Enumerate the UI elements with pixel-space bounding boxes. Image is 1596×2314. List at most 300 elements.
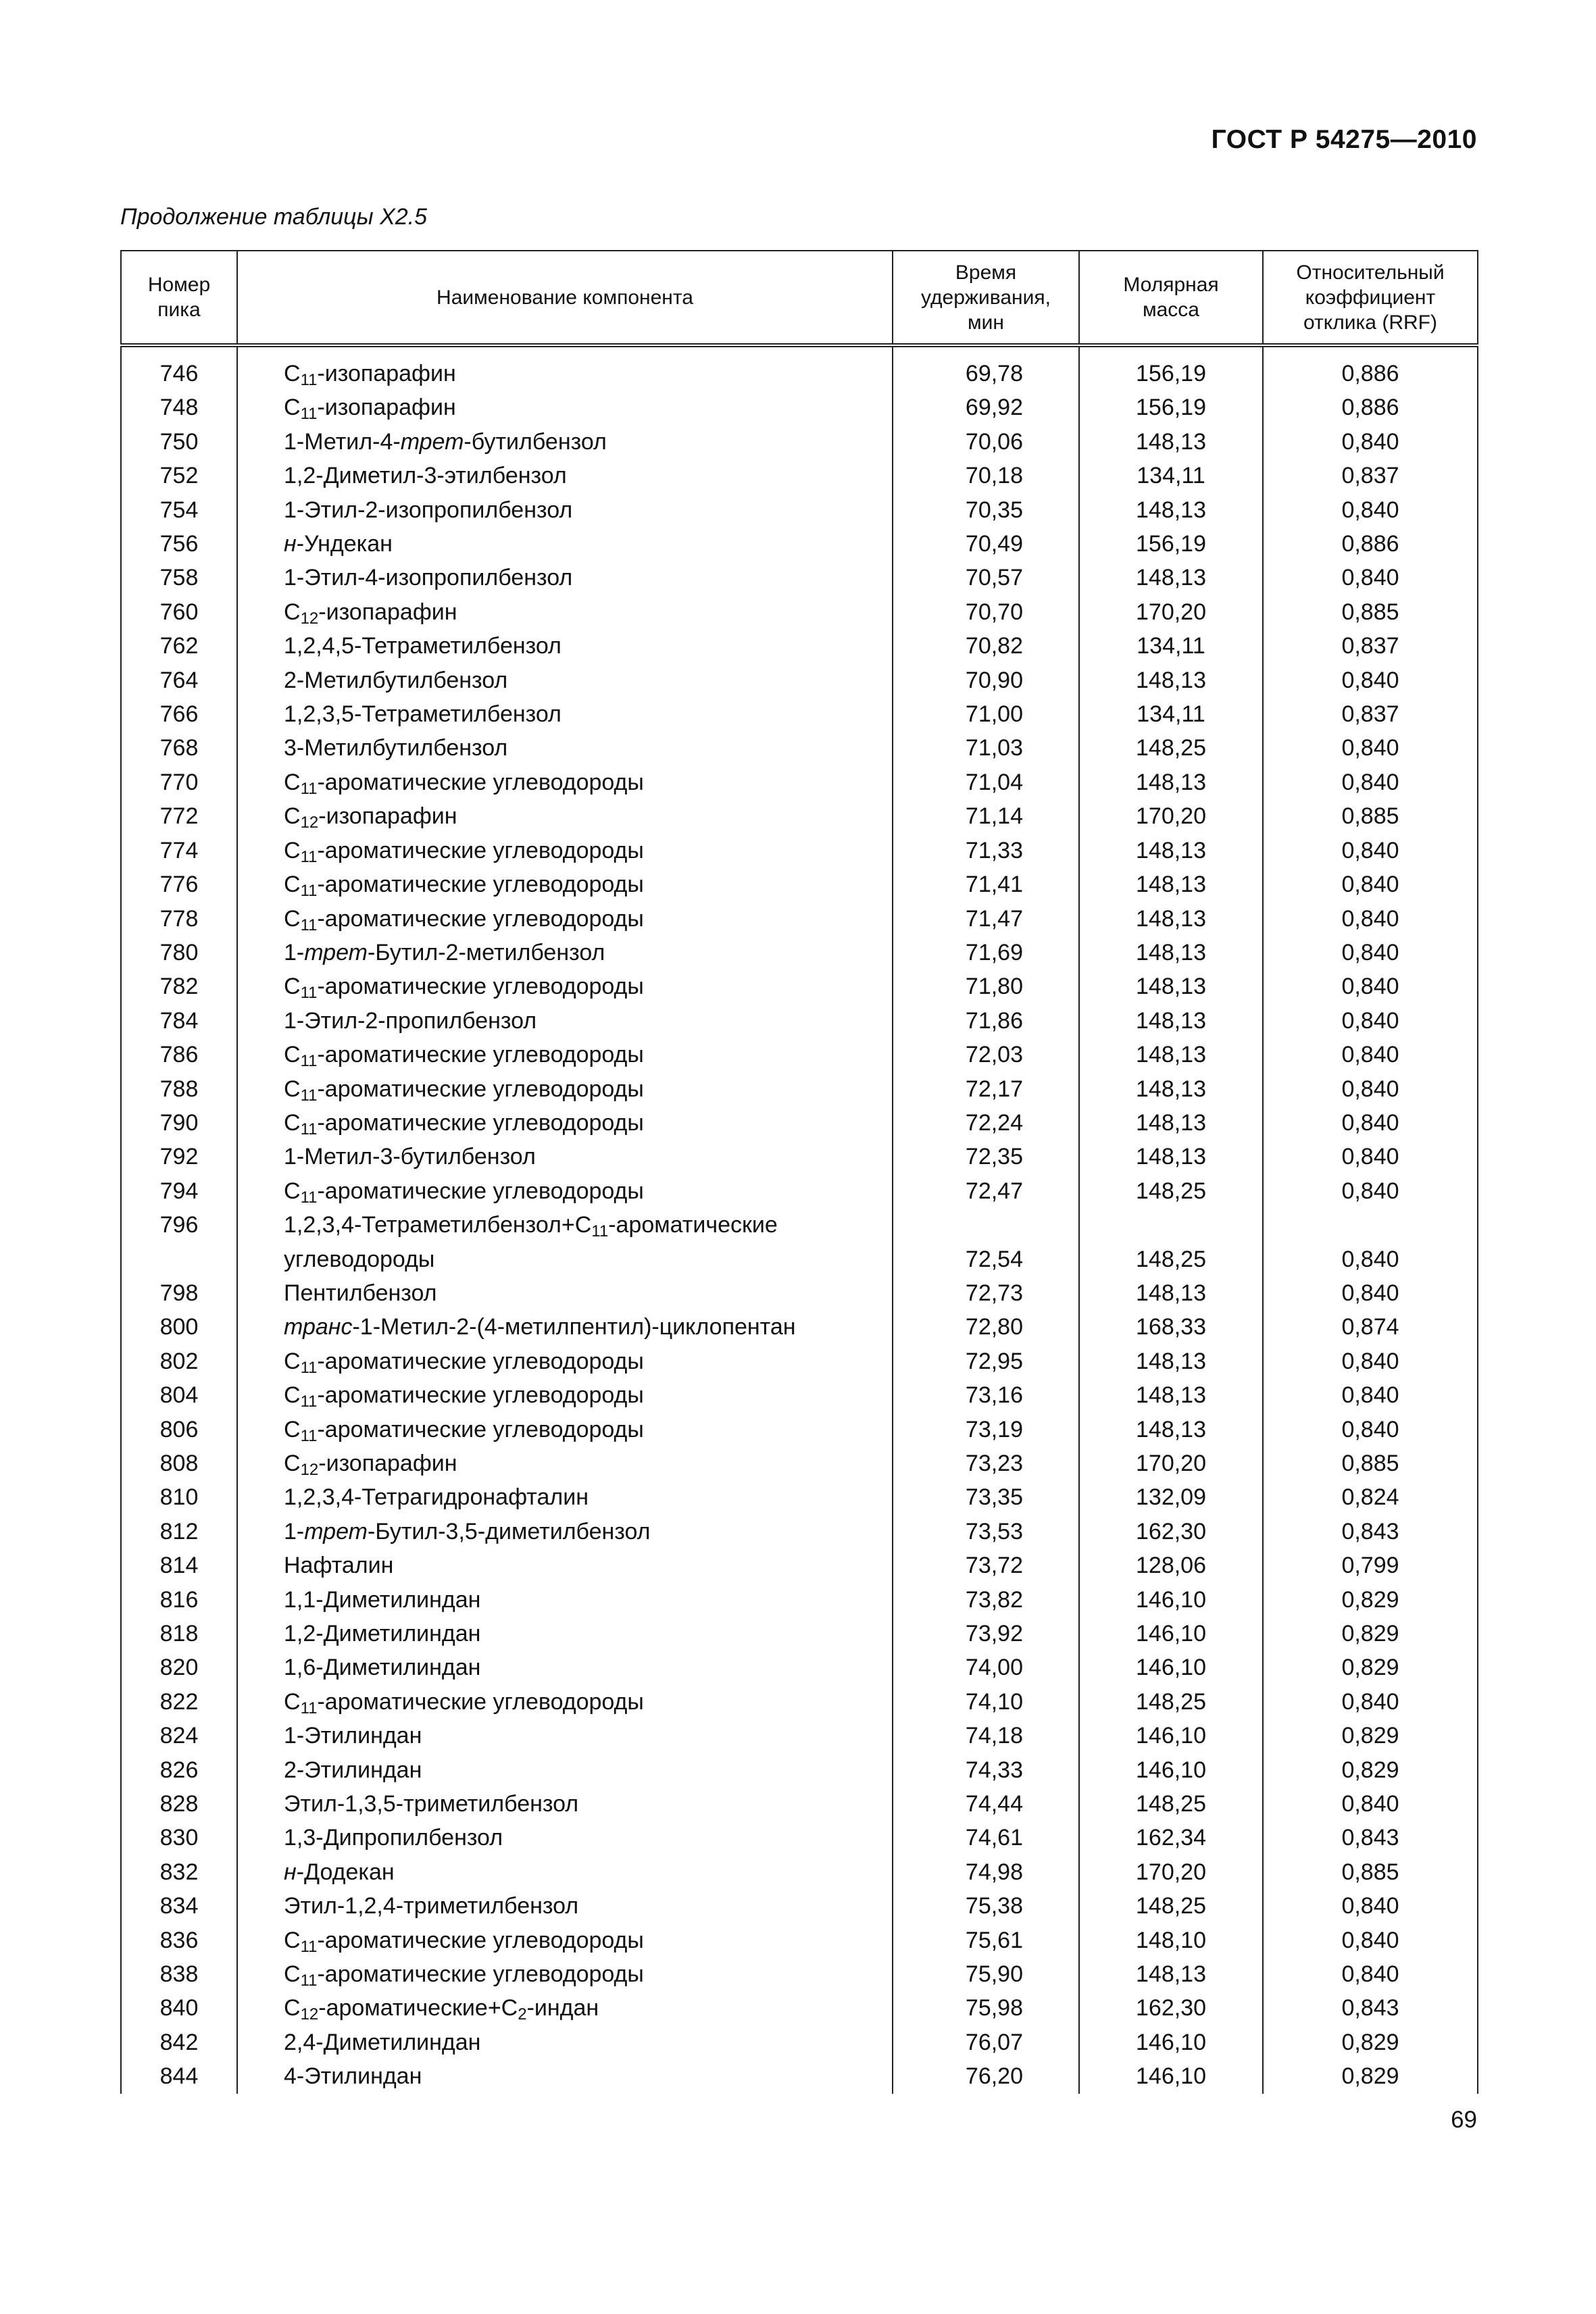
rrf-cell: 0,885 (1263, 799, 1478, 833)
peak-number-cell: 836 (121, 1923, 237, 1957)
rrf-cell: 0,840 (1263, 1685, 1478, 1719)
column-header-line: Наименование компонента (437, 286, 693, 309)
molar-mass-cell: 156,19 (1079, 345, 1263, 391)
peak-number-cell: 832 (121, 1855, 237, 1889)
molar-mass-cell: 146,10 (1079, 1651, 1263, 1684)
retention-time-cell: 75,98 (893, 1991, 1079, 2025)
component-name-cell: $C_{11}$-ароматические углеводороды (237, 1685, 893, 1719)
molar-mass-cell: 148,10 (1079, 1923, 1263, 1957)
rrf-cell: 0,840 (1263, 902, 1478, 936)
rrf-cell: 0,840 (1263, 1140, 1478, 1174)
table-row (121, 493, 1478, 527)
component-name-cell: 1-трет-Бутил-3,5-диметилбензол (237, 1515, 893, 1549)
table-body (121, 345, 1478, 2094)
retention-time-cell: 70,35 (893, 493, 1079, 527)
retention-time-cell: 74,98 (893, 1855, 1079, 1889)
component-name-cell: 1,2-Диметилиндан (237, 1617, 893, 1651)
rrf-cell: 0,829 (1263, 1719, 1478, 1753)
rrf-cell: 0,840 (1263, 1072, 1478, 1106)
retention-time-cell: 74,00 (893, 1651, 1079, 1684)
column-header-molar-mass (1079, 251, 1263, 345)
molar-mass-cell: 148,13 (1079, 561, 1263, 595)
table-row (121, 561, 1478, 595)
peak-number-cell: 806 (121, 1413, 237, 1447)
table-row (121, 936, 1478, 970)
peak-number-cell: 750 (121, 425, 237, 459)
molar-mass-cell: 148,13 (1079, 1378, 1263, 1412)
retention-time-cell: 74,10 (893, 1685, 1079, 1719)
rrf-cell: 0,840 (1263, 731, 1478, 765)
component-name-cell: н-Ундекан (237, 527, 893, 561)
retention-time-cell: 71,69 (893, 936, 1079, 970)
peak-number-cell: 764 (121, 663, 237, 697)
retention-time-cell: 69,92 (893, 391, 1079, 424)
component-name-cell: 1-Этил-4-изопропилбензол (237, 561, 893, 595)
rrf-cell: 0,843 (1263, 1515, 1478, 1549)
rrf-cell: 0,837 (1263, 629, 1478, 663)
rrf-cell: 0,886 (1263, 527, 1478, 561)
rrf-cell: 0,843 (1263, 1991, 1478, 2025)
component-name-cell: 1,2,4,5-Тетраметилбензол (237, 629, 893, 663)
rrf-cell: 0,840 (1263, 1174, 1478, 1208)
rrf-cell: 0,824 (1263, 1480, 1478, 1514)
peak-number-cell: 782 (121, 970, 237, 1003)
molar-mass-cell: 148,25 (1079, 731, 1263, 765)
component-name-cell: $C_{11}$-ароматические углеводороды (237, 834, 893, 867)
table-row (121, 595, 1478, 629)
peak-number-cell: 798 (121, 1276, 237, 1310)
peak-number-cell: 818 (121, 1617, 237, 1651)
peak-number-cell: 810 (121, 1480, 237, 1514)
component-name-cell: $C_{12}$-изопарафин (237, 799, 893, 833)
retention-time-cell: 73,19 (893, 1413, 1079, 1447)
peak-number-cell: 840 (121, 1991, 237, 2025)
table-row (121, 970, 1478, 1003)
molar-mass-cell: 146,10 (1079, 2026, 1263, 2059)
rrf-cell: 0,837 (1263, 697, 1478, 731)
component-name-cell: $C_{12}$-изопарафин (237, 1447, 893, 1480)
peak-number-cell: 770 (121, 765, 237, 799)
molar-mass-cell: 148,13 (1079, 425, 1263, 459)
peak-number-cell: 776 (121, 867, 237, 901)
peak-number-cell: 756 (121, 527, 237, 561)
component-name-cell: 1-Этил-2-изопропилбензол (237, 493, 893, 527)
molar-mass-cell: 148,25 (1079, 1889, 1263, 1923)
table-row (121, 629, 1478, 663)
table-row (121, 1719, 1478, 1753)
peak-number-cell: 748 (121, 391, 237, 424)
retention-time-cell: 71,47 (893, 902, 1079, 936)
component-name-cell: $C_{11}$-ароматические углеводороды (237, 1923, 893, 1957)
rrf-cell: 0,840 (1263, 970, 1478, 1003)
component-name-cell: $C_{11}$-ароматические углеводороды (237, 867, 893, 901)
retention-time-cell: 72,03 (893, 1038, 1079, 1072)
component-name-cell: Этил-1,2,4-триметилбензол (237, 1889, 893, 1923)
rrf-cell: 0,837 (1263, 459, 1478, 493)
rrf-cell: 0,840 (1263, 1413, 1478, 1447)
component-name-cell: 4-Этилиндан (237, 2059, 893, 2093)
table-row (121, 1208, 1478, 1276)
components-table (120, 250, 1477, 2094)
rrf-cell: 0,840 (1263, 834, 1478, 867)
molar-mass-cell: 148,13 (1079, 1276, 1263, 1310)
molar-mass-cell: 170,20 (1079, 799, 1263, 833)
table-row (121, 799, 1478, 833)
table-row (121, 1310, 1478, 1344)
rrf-cell: 0,840 (1263, 765, 1478, 799)
retention-time-cell: 73,53 (893, 1515, 1079, 1549)
peak-number-cell: 794 (121, 1174, 237, 1208)
table-row (121, 459, 1478, 493)
molar-mass-cell: 148,25 (1079, 1208, 1263, 1276)
table-row (121, 1344, 1478, 1378)
table-row (121, 1991, 1478, 2025)
retention-time-cell: 74,61 (893, 1821, 1079, 1855)
page-number: 69 (1451, 2107, 1477, 2133)
table-row (121, 1276, 1478, 1310)
rrf-cell: 0,840 (1263, 1276, 1478, 1310)
table-row (121, 765, 1478, 799)
component-name-cell: Этил-1,3,5-триметилбензол (237, 1787, 893, 1821)
table-row (121, 1140, 1478, 1174)
retention-time-cell: 71,41 (893, 867, 1079, 901)
peak-number-cell: 828 (121, 1787, 237, 1821)
retention-time-cell: 75,90 (893, 1957, 1079, 1991)
column-header-line: Молярная (1123, 274, 1219, 296)
rrf-cell: 0,840 (1263, 561, 1478, 595)
table-row (121, 2026, 1478, 2059)
retention-time-cell: 76,20 (893, 2059, 1079, 2093)
rrf-cell: 0,885 (1263, 1447, 1478, 1480)
retention-time-cell: 71,80 (893, 970, 1079, 1003)
molar-mass-cell: 148,13 (1079, 765, 1263, 799)
rrf-cell: 0,840 (1263, 867, 1478, 901)
table-row (121, 1787, 1478, 1821)
table-row (121, 1855, 1478, 1889)
component-name-cell: 1,2,3,4-Тетрагидронафталин (237, 1480, 893, 1514)
molar-mass-cell: 146,10 (1079, 1583, 1263, 1617)
component-name-cell: $C_{11}$-ароматические углеводороды (237, 902, 893, 936)
rrf-cell: 0,829 (1263, 1583, 1478, 1617)
molar-mass-cell: 148,25 (1079, 1174, 1263, 1208)
peak-number-cell: 786 (121, 1038, 237, 1072)
column-header-line: отклика (RRF) (1303, 311, 1437, 334)
molar-mass-cell: 148,13 (1079, 1038, 1263, 1072)
rrf-cell: 0,840 (1263, 1787, 1478, 1821)
retention-time-cell: 71,33 (893, 834, 1079, 867)
retention-time-cell: 72,17 (893, 1072, 1079, 1106)
retention-time-cell: 73,16 (893, 1378, 1079, 1412)
component-name-cell: $C_{11}$-ароматические углеводороды (237, 1957, 893, 1991)
table-row (121, 391, 1478, 424)
peak-number-cell: 746 (121, 345, 237, 391)
component-name-cell: 2-Этилиндан (237, 1753, 893, 1787)
table-row (121, 1004, 1478, 1038)
molar-mass-cell: 148,25 (1079, 1787, 1263, 1821)
retention-time-cell: 70,57 (893, 561, 1079, 595)
molar-mass-cell: 148,13 (1079, 1106, 1263, 1140)
molar-mass-cell: 146,10 (1079, 1617, 1263, 1651)
column-header-line: Номер (147, 274, 211, 296)
retention-time-cell: 72,73 (893, 1276, 1079, 1310)
component-name-cell: 1-Этил-2-пропилбензол (237, 1004, 893, 1038)
rrf-cell: 0,874 (1263, 1310, 1478, 1344)
retention-time-cell: 76,07 (893, 2026, 1079, 2059)
retention-time-cell: 71,03 (893, 731, 1079, 765)
table-row (121, 834, 1478, 867)
table-row (121, 1515, 1478, 1549)
rrf-cell: 0,840 (1263, 1889, 1478, 1923)
molar-mass-cell: 148,13 (1079, 970, 1263, 1003)
rrf-cell: 0,840 (1263, 1344, 1478, 1378)
peak-number-cell: 802 (121, 1344, 237, 1378)
component-name-cell: $C_{11}$-ароматические углеводороды (237, 1072, 893, 1106)
component-name-cell: 1,1-Диметилиндан (237, 1583, 893, 1617)
component-name-cell: $C_{11}$-изопарафин (237, 391, 893, 424)
molar-mass-cell: 162,30 (1079, 1991, 1263, 2025)
peak-number-cell: 830 (121, 1821, 237, 1855)
retention-time-cell: 72,24 (893, 1106, 1079, 1140)
table-row (121, 425, 1478, 459)
rrf-cell: 0,886 (1263, 391, 1478, 424)
retention-time-cell: 72,47 (893, 1174, 1079, 1208)
table-row (121, 1447, 1478, 1480)
peak-number-cell: 778 (121, 902, 237, 936)
component-name-cell: $C_{12}-ароматические+C_2$-индан (237, 1991, 893, 2025)
component-name-cell: 2-Метилбутилбензол (237, 663, 893, 697)
molar-mass-cell: 162,30 (1079, 1515, 1263, 1549)
table-row (121, 1821, 1478, 1855)
retention-time-cell: 70,18 (893, 459, 1079, 493)
column-header-component-name (237, 251, 893, 345)
molar-mass-cell: 148,13 (1079, 493, 1263, 527)
molar-mass-cell: 148,13 (1079, 936, 1263, 970)
column-header-line: пика (157, 299, 201, 321)
component-name-cell: 1,6-Диметилиндан (237, 1651, 893, 1684)
peak-number-cell: 822 (121, 1685, 237, 1719)
peak-number-cell: 790 (121, 1106, 237, 1140)
retention-time-cell: 75,38 (893, 1889, 1079, 1923)
component-name-cell: транс-1-Метил-2-(4-метилпентил)-циклопентан (237, 1310, 893, 1344)
table-row (121, 1378, 1478, 1412)
molar-mass-cell: 156,19 (1079, 391, 1263, 424)
column-header-line: коэффициент (1305, 286, 1436, 309)
column-header-line: Относительный (1296, 261, 1445, 284)
column-header-line: Время (955, 261, 1017, 284)
rrf-cell: 0,840 (1263, 1957, 1478, 1991)
column-header-line: мин (968, 311, 1004, 334)
component-name-cell: 1-Метил-3-бутилбензол (237, 1140, 893, 1174)
table-row (121, 1923, 1478, 1957)
rrf-cell: 0,840 (1263, 1378, 1478, 1412)
molar-mass-cell: 132,09 (1079, 1480, 1263, 1514)
peak-number-cell: 760 (121, 595, 237, 629)
rrf-cell: 0,843 (1263, 1821, 1478, 1855)
rrf-cell: 0,885 (1263, 1855, 1478, 1889)
component-name-cell: 1,2,3,5-Тетраметилбензол (237, 697, 893, 731)
retention-time-cell: 70,49 (893, 527, 1079, 561)
peak-number-cell: 768 (121, 731, 237, 765)
retention-time-cell: 74,33 (893, 1753, 1079, 1787)
peak-number-cell: 816 (121, 1583, 237, 1617)
retention-time-cell: 71,86 (893, 1004, 1079, 1038)
peak-number-cell: 758 (121, 561, 237, 595)
peak-number-cell: 780 (121, 936, 237, 970)
rrf-cell: 0,840 (1263, 936, 1478, 970)
retention-time-cell: 73,23 (893, 1447, 1079, 1480)
column-header-line: удерживания, (921, 286, 1051, 309)
molar-mass-cell: 148,13 (1079, 867, 1263, 901)
table-row (121, 1549, 1478, 1582)
retention-time-cell: 73,35 (893, 1480, 1079, 1514)
molar-mass-cell: 148,13 (1079, 1004, 1263, 1038)
table-row (121, 867, 1478, 901)
molar-mass-cell: 170,20 (1079, 1447, 1263, 1480)
molar-mass-cell: 134,11 (1079, 697, 1263, 731)
component-name-cell: $C_{11}$-ароматические углеводороды (237, 1378, 893, 1412)
column-header-rrf (1263, 251, 1478, 345)
component-name-cell: 1,3-Дипропилбензол (237, 1821, 893, 1855)
molar-mass-cell: 170,20 (1079, 595, 1263, 629)
molar-mass-cell: 156,19 (1079, 527, 1263, 561)
table-row (121, 1957, 1478, 1991)
peak-number-cell: 784 (121, 1004, 237, 1038)
component-name-cell: $C_{11}$-ароматические углеводороды (237, 1413, 893, 1447)
molar-mass-cell: 146,10 (1079, 1719, 1263, 1753)
molar-mass-cell: 148,13 (1079, 663, 1263, 697)
table-row (121, 1753, 1478, 1787)
molar-mass-cell: 146,10 (1079, 1753, 1263, 1787)
table-row (121, 1106, 1478, 1140)
rrf-cell: 0,840 (1263, 1923, 1478, 1957)
retention-time-cell: 74,18 (893, 1719, 1079, 1753)
table-row (121, 1617, 1478, 1651)
table-row (121, 1174, 1478, 1208)
peak-number-cell: 772 (121, 799, 237, 833)
retention-time-cell: 70,82 (893, 629, 1079, 663)
component-name-cell: н-Додекан (237, 1855, 893, 1889)
table-row (121, 1889, 1478, 1923)
table-row (121, 1072, 1478, 1106)
molar-mass-cell: 134,11 (1079, 629, 1263, 663)
table-row (121, 697, 1478, 731)
retention-time-cell: 73,92 (893, 1617, 1079, 1651)
document-code: ГОСТ Р 54275—2010 (1211, 125, 1477, 154)
retention-time-cell: 72,95 (893, 1344, 1079, 1378)
table-row (121, 1480, 1478, 1514)
molar-mass-cell: 146,10 (1079, 2059, 1263, 2093)
molar-mass-cell: 128,06 (1079, 1549, 1263, 1582)
retention-time-cell: 72,54 (893, 1208, 1079, 1276)
table-row (121, 1413, 1478, 1447)
table-row (121, 731, 1478, 765)
peak-number-cell: 774 (121, 834, 237, 867)
peak-number-cell: 766 (121, 697, 237, 731)
peak-number-cell: 844 (121, 2059, 237, 2093)
rrf-cell: 0,799 (1263, 1549, 1478, 1582)
rrf-cell: 0,840 (1263, 1208, 1478, 1276)
peak-number-cell: 762 (121, 629, 237, 663)
component-name-cell: $C_{11}$-ароматические углеводороды (237, 765, 893, 799)
retention-time-cell: 70,90 (893, 663, 1079, 697)
retention-time-cell: 73,72 (893, 1549, 1079, 1582)
retention-time-cell: 72,35 (893, 1140, 1079, 1174)
rrf-cell: 0,829 (1263, 2026, 1478, 2059)
rrf-cell: 0,840 (1263, 663, 1478, 697)
retention-time-cell: 73,82 (893, 1583, 1079, 1617)
rrf-cell: 0,840 (1263, 1004, 1478, 1038)
peak-number-cell: 804 (121, 1378, 237, 1412)
retention-time-cell: 71,04 (893, 765, 1079, 799)
component-name-cell: 2,4-Диметилиндан (237, 2026, 893, 2059)
component-name-cell: 1,2-Диметил-3-этилбензол (237, 459, 893, 493)
molar-mass-cell: 148,13 (1079, 1957, 1263, 1991)
component-name-cell: $C_{11}$-ароматические углеводороды (237, 1174, 893, 1208)
peak-number-cell: 788 (121, 1072, 237, 1106)
rrf-cell: 0,829 (1263, 1617, 1478, 1651)
column-header-retention-time (893, 251, 1079, 345)
rrf-cell: 0,829 (1263, 2059, 1478, 2093)
peak-number-cell: 752 (121, 459, 237, 493)
component-name-cell: Нафталин (237, 1549, 893, 1582)
peak-number-cell: 796 (121, 1208, 237, 1276)
peak-number-cell: 754 (121, 493, 237, 527)
molar-mass-cell: 148,13 (1079, 1140, 1263, 1174)
molar-mass-cell: 148,13 (1079, 1344, 1263, 1378)
molar-mass-cell: 134,11 (1079, 459, 1263, 493)
component-name-cell: $C_{11}$-ароматические углеводороды (237, 1344, 893, 1378)
table-row (121, 902, 1478, 936)
component-name-cell: 1-Этилиндан (237, 1719, 893, 1753)
component-name-cell: Пентилбензол (237, 1276, 893, 1310)
retention-time-cell: 75,61 (893, 1923, 1079, 1957)
rrf-cell: 0,840 (1263, 425, 1478, 459)
table-row (121, 1038, 1478, 1072)
table-caption: Продолжение таблицы X2.5 (120, 204, 428, 230)
retention-time-cell: 71,00 (893, 697, 1079, 731)
peak-number-cell: 792 (121, 1140, 237, 1174)
component-name-cell (237, 1208, 893, 1276)
component-name-cell: $C_{11}$-ароматические углеводороды (237, 970, 893, 1003)
rrf-cell: 0,885 (1263, 595, 1478, 629)
retention-time-cell: 70,06 (893, 425, 1079, 459)
table-row (121, 1685, 1478, 1719)
molar-mass-cell: 162,34 (1079, 1821, 1263, 1855)
peak-number-cell: 814 (121, 1549, 237, 1582)
component-name-cell: 1-трет-Бутил-2-метилбензол (237, 936, 893, 970)
rrf-cell: 0,829 (1263, 1753, 1478, 1787)
molar-mass-cell: 148,13 (1079, 1413, 1263, 1447)
peak-number-cell: 820 (121, 1651, 237, 1684)
rrf-cell: 0,886 (1263, 345, 1478, 391)
table-row (121, 1651, 1478, 1684)
peak-number-cell: 826 (121, 1753, 237, 1787)
table-row (121, 1583, 1478, 1617)
molar-mass-cell: 148,13 (1079, 834, 1263, 867)
molar-mass-cell: 148,13 (1079, 902, 1263, 936)
component-name-line: $1,2,3,4-Тетраметилбензол+C_{11}$-ароматические (284, 1212, 778, 1241)
component-name-cell: 1-Метил-4-трет-бутилбензол (237, 425, 893, 459)
table-row (121, 2059, 1478, 2093)
column-header-peak-number (121, 251, 237, 345)
component-name-cell: $C_{11}$-ароматические углеводороды (237, 1106, 893, 1140)
rrf-cell: 0,829 (1263, 1651, 1478, 1684)
rrf-cell: 0,840 (1263, 493, 1478, 527)
table-row (121, 527, 1478, 561)
peak-number-cell: 808 (121, 1447, 237, 1480)
table-header-row (121, 251, 1478, 345)
rrf-cell: 0,840 (1263, 1038, 1478, 1072)
